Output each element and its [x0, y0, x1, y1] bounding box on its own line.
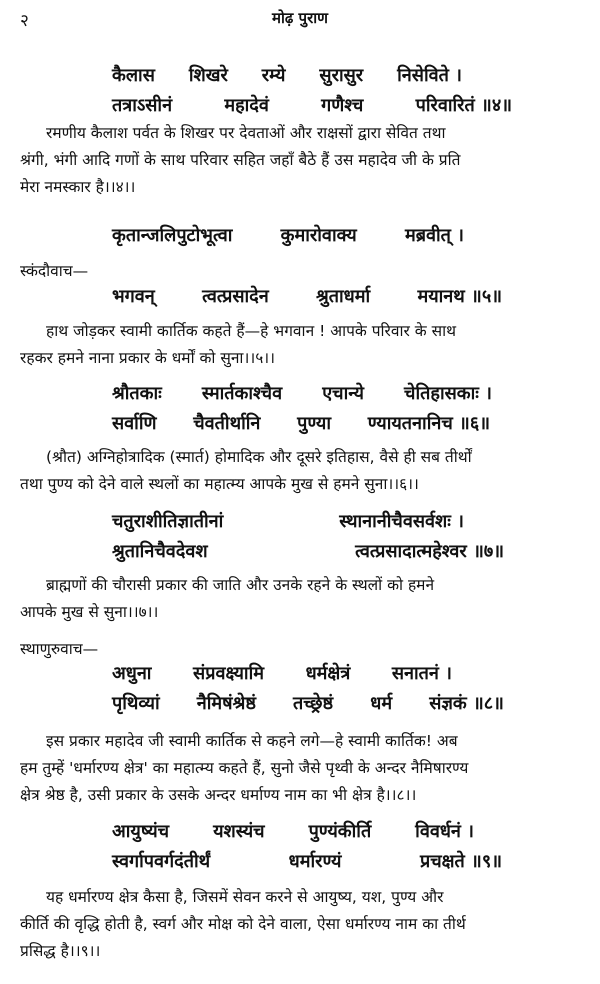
- translation-line: इस प्रकार महादेव जी स्वामी कार्तिक से कहने लगे—हे स्वामी कार्तिक! अब: [46, 732, 458, 750]
- verse-word: विवर्धनं ।: [415, 821, 474, 842]
- verse-word: श्रुताधर्मा: [315, 286, 371, 307]
- translation-paragraph: [20, 318, 586, 372]
- verse-word: धर्मक्षेत्रं: [305, 663, 351, 684]
- verse-line: [112, 818, 474, 846]
- verse-word: आयुष्यंच: [112, 821, 170, 842]
- verse-word: कैलास: [112, 65, 155, 86]
- verse-word: रम्ये: [261, 65, 286, 86]
- verse-word: पुण्यंकीर्ति: [308, 821, 372, 842]
- verse-word: संज्ञकं ॥८॥: [429, 693, 504, 714]
- translation-line: यह धर्मारण्य क्षेत्र कैसा है, जिसमें सेवन करने से आयुष्य, यश, पुण्य और: [46, 888, 444, 906]
- translation-line: मेरा नमस्कार है।।४।।: [20, 178, 136, 196]
- speaker-label: स्कंदौवाच—: [20, 262, 89, 280]
- verse-word: त्वत्प्रसादेन: [202, 286, 269, 307]
- verse-word: चतुराशीतिज्ञातीनां: [112, 511, 224, 532]
- verse-word: चेतिहासकाः ।: [404, 383, 492, 404]
- verse-word: निसेविते ।: [397, 65, 462, 86]
- verse-word: स्थानानीचैवसर्वशः ।: [339, 511, 464, 532]
- translation-line: क्षेत्र श्रेष्ठ है, उसी प्रकार के उसके अन्दर धर्माण्य नाम का भी क्षेत्र है।।८।।: [20, 786, 417, 804]
- verse-line: [112, 508, 464, 536]
- verse-word: स्वर्गापवर्गदंतीर्थं: [112, 851, 211, 872]
- translation-line: कीर्ति की वृद्धि होती है, स्वर्ग और मोक्ष को देने वाला, ऐसा धर्मारण्य नाम का तीर्थ: [20, 915, 466, 933]
- verse-word: परिवारितं ॥४॥: [415, 95, 512, 116]
- translation-line: हम तुम्हें 'धर्मारण्य क्षेत्र' का महात्म्य कहते हैं, सुनो जैसे पृथ्वी के अन्दर नैमिषारण्य: [20, 759, 469, 777]
- verse-word: महादेवं: [224, 95, 269, 116]
- verse-line: [112, 660, 452, 688]
- verse-word: श्रुतानिचैवदेवश: [112, 541, 208, 562]
- page-number: २: [20, 11, 29, 31]
- verse-line: [112, 283, 502, 311]
- translation-paragraph: [20, 572, 586, 626]
- translation-line: हाथ जोड़कर स्वामी कार्तिक कहते हैं—हे भगवान ! आपके परिवार के साथ: [46, 322, 456, 340]
- verse-word: ण्यायतनानिच ॥६॥: [367, 413, 490, 434]
- verse-line: [112, 538, 504, 566]
- verse-word: स्मार्तकाश्चैव: [201, 383, 283, 404]
- verse-word: प्रचक्षते ॥९॥: [419, 851, 502, 872]
- translation-line: आपके मुख से सुना।।७।।: [20, 603, 159, 621]
- verse-word: मयानथ ॥५॥: [417, 286, 502, 307]
- translation-paragraph: [20, 120, 586, 201]
- verse-word: एचान्ये: [322, 383, 364, 404]
- verse-line: [112, 410, 490, 438]
- translation-paragraph: [20, 728, 586, 809]
- verse-word: श्रौतकाः: [112, 383, 162, 404]
- translation-line: (श्रौत) अग्निहोत्रादिक (स्मार्त) होमादिक और दूसरे इतिहास, वैसे ही सब तीर्थों: [46, 448, 472, 466]
- translation-line: प्रसिद्ध है।।९।।: [20, 942, 101, 960]
- verse-word: कृतान्जलिपुटोभूत्वा: [112, 225, 233, 246]
- verse-line: [112, 62, 462, 90]
- translation-line: रमणीय कैलाश पर्वत के शिखर पर देवताओं और राक्षसों द्वारा सेवित तथा: [46, 124, 446, 142]
- verse-word: नैमिषंश्रेष्ठं: [196, 693, 256, 714]
- verse-word: तच्छ्रेष्ठं: [293, 693, 334, 714]
- running-title: मोढ़ पुराण: [272, 9, 328, 27]
- verse-line: [112, 690, 504, 718]
- verse-word: धर्मारण्यं: [288, 851, 342, 872]
- translation-paragraph: [20, 884, 586, 965]
- translation-line: रहकर हमने नाना प्रकार के धर्मों को सुना।।५।।: [20, 349, 276, 367]
- verse-word: चैवतीर्थानि: [193, 413, 261, 434]
- translation-paragraph: [20, 444, 586, 498]
- verse-line: [112, 92, 512, 120]
- verse-word: धर्म: [370, 693, 393, 714]
- speaker-label: स्थाणुरुवाच—: [20, 640, 99, 658]
- verse-word: सुरासुर: [319, 65, 364, 86]
- verse-word: पृथिव्यां: [112, 693, 160, 714]
- translation-line: तथा पुण्य को देने वाले स्थलों का महात्म्य आपके मुख से हमने सुना।।६।।: [20, 475, 419, 493]
- verse-word: कुमारोवाक्य: [280, 225, 357, 246]
- verse-word: पुण्या: [297, 413, 331, 434]
- verse-word: त्वत्प्रसादात्महेश्वर ॥७॥: [355, 541, 504, 562]
- verse-line: [112, 380, 492, 408]
- verse-word: संप्रवक्ष्यामि: [193, 663, 265, 684]
- verse-word: शिखरे: [188, 65, 228, 86]
- verse-word: मब्रवीत् ।: [404, 225, 464, 246]
- verse-word: यशस्यंच: [213, 821, 265, 842]
- verse-word: सनातनं ।: [391, 663, 452, 684]
- verse-line: [112, 222, 464, 250]
- verse-word: भगवन्: [112, 286, 155, 307]
- verse-word: गणैश्च: [321, 95, 364, 116]
- translation-line: ब्राह्मणों की चौरासी प्रकार की जाति और उनके रहने के स्थलों को हमने: [46, 576, 435, 594]
- translation-line: श्रंगी, भंगी आदि गणों के साथ परिवार सहित जहाँ बैठे हैं उस महादेव जी के प्रति: [20, 151, 461, 169]
- verse-line: [112, 848, 502, 876]
- verse-word: अधुना: [112, 663, 152, 684]
- verse-word: तत्राऽसीनं: [112, 95, 173, 116]
- verse-word: सर्वाणि: [112, 413, 157, 434]
